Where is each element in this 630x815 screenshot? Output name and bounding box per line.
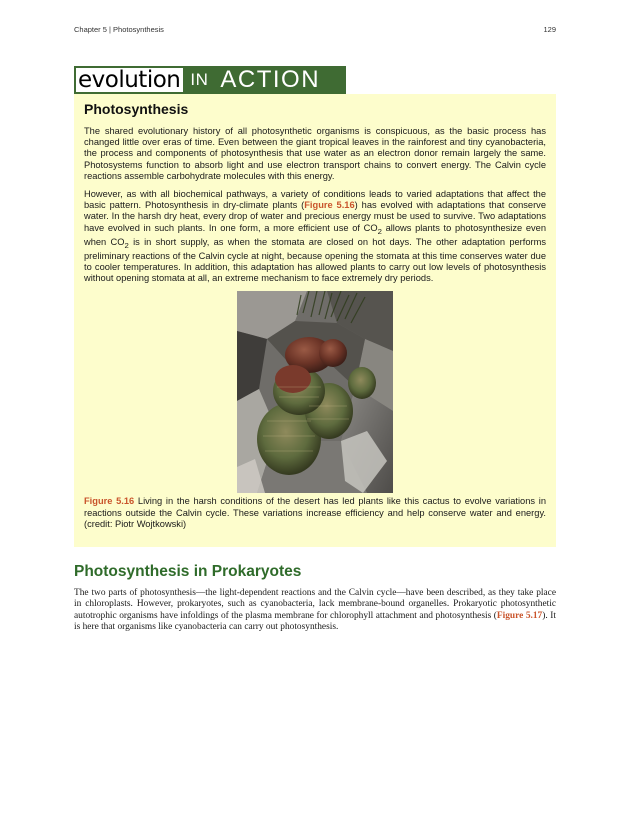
chapter-title: Chapter 5 | Photosynthesis bbox=[74, 25, 164, 34]
figure-5-16-caption bbox=[84, 496, 546, 530]
body-text-a: The two parts of photosynthesis—the light-dependent reactions and the Calvin cycle—have been described, as they take place in chloroplasts. However, prokaryotes, such as cyanobacteria, lack membrane-bound organelles. Prokaryotic photosynthetic autotrophic organisms have infoldings of the plasma membrane for chlorophyll attachment and photosynthesis ( bbox=[74, 588, 556, 621]
banner-in-word: IN bbox=[190, 70, 209, 89]
evolution-in-action-banner bbox=[74, 66, 346, 94]
co2-subscript: 2 bbox=[124, 240, 129, 250]
feature-paragraph-1: The shared evolutionary history of all photosynthetic organisms is conspicuous, as the basic process has changed little over eras of time. Even between the giant tropical leaves in the rainforest and tiny cyanobacteria, the process and components of photosynthesis that use water as an electron donor remain largely the same. Photosystems function to absorb light and use electron transport chains to convert energy. The Calvin cycle reactions assemble carbohydrate molecules with this energy. bbox=[84, 126, 546, 181]
figure-5-16-link[interactable]: Figure 5.16 bbox=[304, 200, 355, 211]
body-text-b: ). It is here that organisms like cyanobacteria can carry out photosynthesis. bbox=[74, 610, 556, 633]
feature-paragraph-2 bbox=[84, 189, 546, 284]
section-heading: Photosynthesis in Prokaryotes bbox=[74, 563, 302, 580]
paragraph-2-text-c: allows plants to photosynthesize even when CO bbox=[84, 222, 546, 247]
page-number: 129 bbox=[543, 25, 556, 34]
figure-5-17-link[interactable]: Figure 5.17 bbox=[496, 610, 543, 621]
feature-box bbox=[74, 94, 556, 547]
co2-subscript: 2 bbox=[377, 226, 382, 236]
banner-evolution-word: evolution bbox=[76, 68, 183, 92]
cactus-photo bbox=[237, 291, 393, 493]
running-header bbox=[74, 25, 556, 34]
paragraph-2-text-a: However, as with all biochemical pathways, a variety of conditions leads to varied adaptations that affect the basic pattern. Photosynthesis in dry-climate plants ( bbox=[84, 189, 546, 211]
section-body-paragraph bbox=[74, 588, 556, 634]
paragraph-2-text-d: is in short supply, as when the stomata are closed on hot days. The other adaptation performs preliminary reactions of the Calvin cycle at night, because opening the stomata at this time conserves water due to cooler temperatures. In addition, this adaptation has allowed plants to carry out low levels of photosynthesis without opening stomata at all, an extreme mechanism to face extremely dry periods. bbox=[84, 236, 546, 284]
figure-label: Figure 5.16 bbox=[84, 496, 135, 507]
caption-text: Living in the harsh conditions of the desert has led plants like this cactus to evolve variations in reactions outside the Calvin cycle. These variations increase efficiency and help conserve water and energy. (credit: Piotr Wojtkowski) bbox=[84, 496, 546, 529]
paragraph-2-text-b: ) has evolved with adaptations that conserve water. In the harsh dry heat, every drop of water and precious energy must be used to survive. Two adaptations have evolved in such plants. In one form, a more efficient use of CO bbox=[84, 200, 546, 233]
feature-title: Photosynthesis bbox=[84, 101, 189, 117]
banner-action-word: ACTION bbox=[220, 66, 321, 93]
